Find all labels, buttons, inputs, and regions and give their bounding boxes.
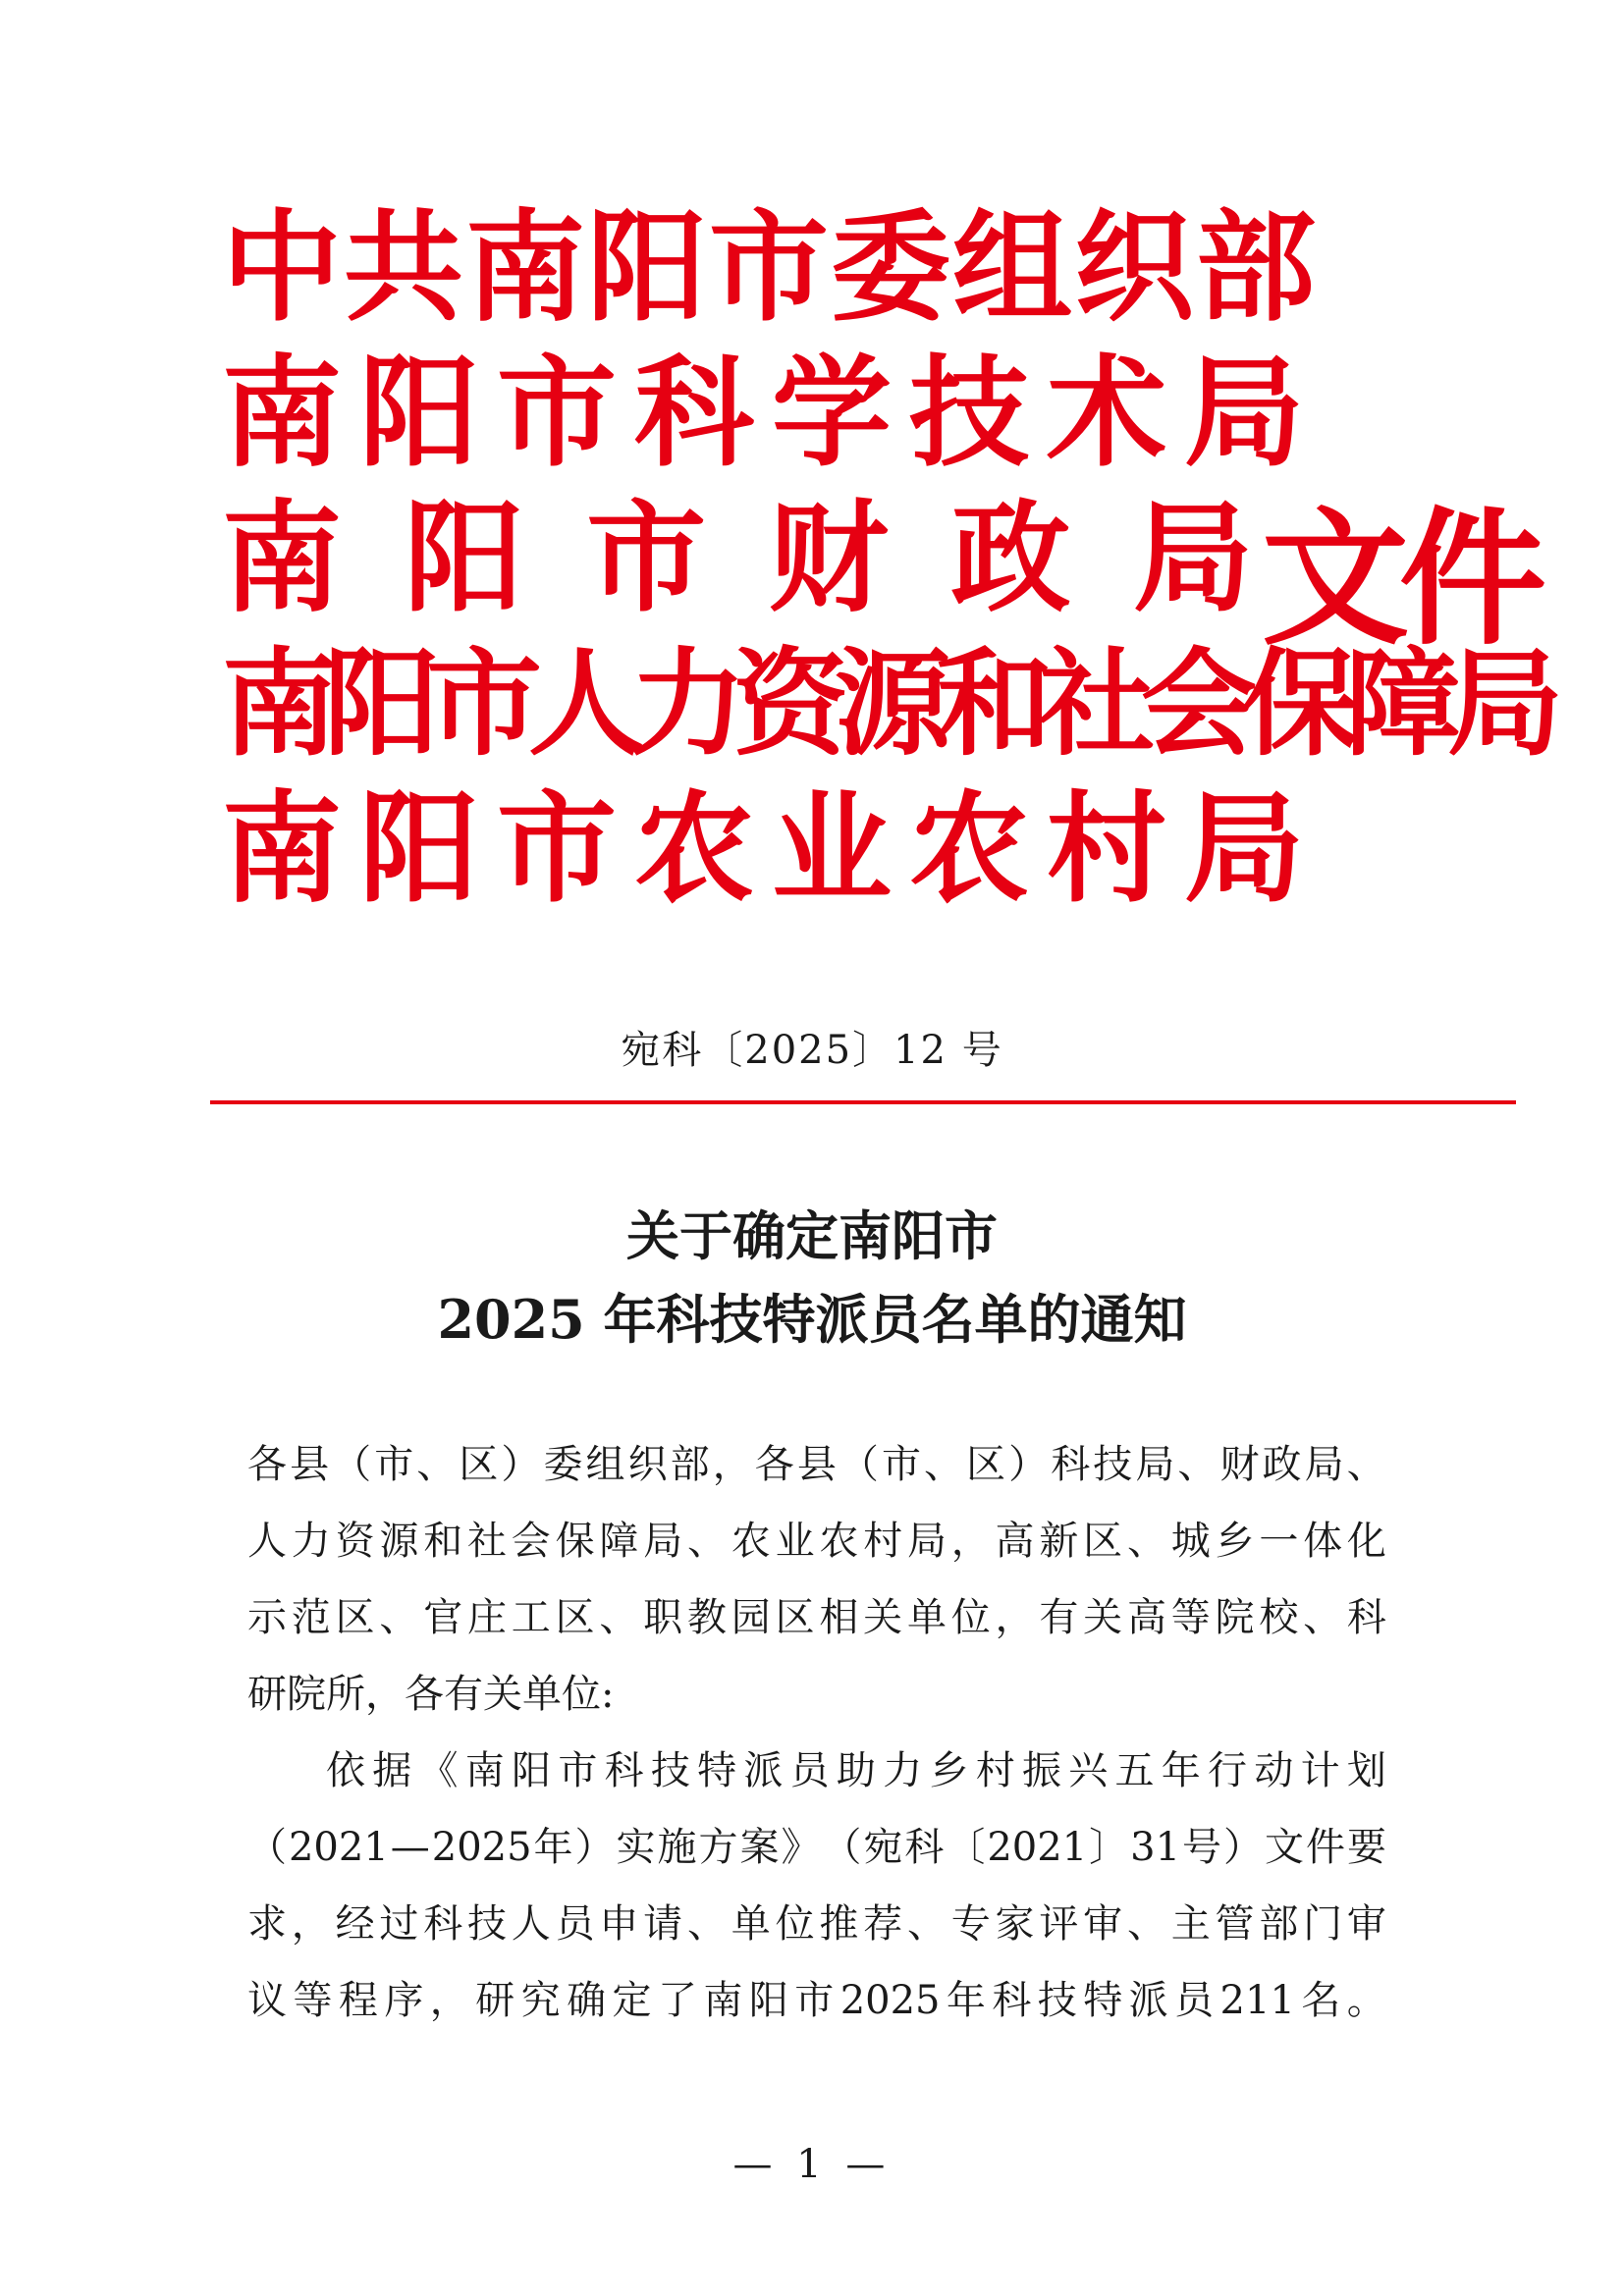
- body-glyph: 力: [291, 1519, 331, 1564]
- body-glyph: 、: [379, 1595, 419, 1640]
- body-glyph: ）: [1223, 1825, 1263, 1870]
- body-glyph: 局: [906, 1519, 947, 1564]
- issuer-line-1: 中共南阳市委组织部: [222, 196, 1318, 338]
- body-glyph: 高: [1126, 1595, 1166, 1640]
- body-glyph: 经: [335, 1901, 375, 1947]
- body-line: [247, 1503, 1386, 1579]
- body-glyph: 技: [1037, 1978, 1077, 2023]
- issuer-line-5: 南阳市农业农村局: [222, 777, 1322, 919]
- body-glyph: 校: [1259, 1595, 1299, 1640]
- body-glyph: 相: [819, 1595, 859, 1640]
- body-glyph: 员: [555, 1901, 595, 1947]
- body-line: [247, 1886, 1386, 1962]
- body-glyph: 源: [379, 1519, 419, 1564]
- body-glyph: 、: [1126, 1519, 1166, 1564]
- body-glyph: —: [390, 1825, 430, 1870]
- body-glyph: 区: [555, 1595, 595, 1640]
- red-separator-line: [210, 1100, 1516, 1104]
- body-glyph: 织: [627, 1442, 668, 1487]
- body-glyph: 农: [819, 1519, 859, 1564]
- body-glyph: 号: [1182, 1825, 1222, 1870]
- body-glyph: 保: [555, 1519, 595, 1564]
- body-glyph: 特: [697, 1748, 737, 1793]
- body-glyph: 区: [459, 1442, 499, 1487]
- body-glyph: （: [332, 1442, 372, 1487]
- body-glyph: 兴: [1068, 1748, 1109, 1793]
- body-glyph: 2021: [288, 1825, 389, 1870]
- body-glyph: 行: [1208, 1748, 1248, 1793]
- body-line: [247, 1426, 1386, 1503]
- body-glyph: 振: [1021, 1748, 1061, 1793]
- body-glyph: 年: [1161, 1748, 1201, 1793]
- body-glyph: 财: [1219, 1442, 1260, 1487]
- page-number: — 1 —: [732, 2142, 892, 2187]
- body-glyph: 各: [247, 1442, 287, 1487]
- body-glyph: 等: [293, 1978, 333, 2023]
- body-glyph: 请: [643, 1901, 683, 1947]
- body-glyph: 据: [372, 1748, 412, 1793]
- body-glyph: 政: [1262, 1442, 1302, 1487]
- body-glyph: 年: [946, 1978, 986, 2023]
- body-glyph: 农: [731, 1519, 771, 1564]
- body-glyph: 工: [511, 1595, 551, 1640]
- body-line: [247, 1809, 1386, 1886]
- body-glyph: 、: [1177, 1442, 1218, 1487]
- body-glyph: 专: [950, 1901, 991, 1947]
- body-glyph: 家: [995, 1901, 1035, 1947]
- body-glyph: 科: [1051, 1442, 1091, 1487]
- body-glyph: 派: [743, 1748, 784, 1793]
- doc-type-label: 文件: [1262, 493, 1538, 666]
- body-glyph: 人: [247, 1519, 287, 1564]
- body-glyph: 划: [1346, 1748, 1386, 1793]
- body-glyph: 、: [1126, 1901, 1166, 1947]
- body-glyph: 依: [326, 1748, 365, 1793]
- body-glyph: 关: [1083, 1595, 1123, 1640]
- body-glyph: 技: [1093, 1442, 1133, 1487]
- body-glyph: 了: [657, 1978, 697, 2023]
- body-glyph: 31: [1130, 1825, 1181, 1870]
- body-glyph: 派: [1128, 1978, 1168, 2023]
- body-glyph: 动: [1254, 1748, 1294, 1793]
- body-glyph: 、: [599, 1595, 639, 1640]
- body-glyph: 科: [992, 1978, 1032, 2023]
- body-glyph: ）: [501, 1442, 541, 1487]
- body-glyph: 科: [423, 1901, 463, 1947]
- body-glyph: 〕: [1089, 1825, 1129, 1870]
- title-line-2: 2025 年科技特派员名单的通知: [437, 1288, 1187, 1351]
- body-glyph: 资: [335, 1519, 375, 1564]
- body-glyph: 求: [247, 1901, 287, 1947]
- body-glyph: 和: [423, 1519, 463, 1564]
- issuer-line-3: [222, 487, 1253, 628]
- body-glyph: 五: [1114, 1748, 1155, 1793]
- body-glyph: 关: [863, 1595, 903, 1640]
- body-glyph: 区: [1083, 1519, 1123, 1564]
- body-glyph: 村: [863, 1519, 903, 1564]
- body-glyph: 部: [1259, 1901, 1299, 1947]
- body-glyph: 、: [1346, 1442, 1386, 1487]
- body-glyph: 审: [1083, 1901, 1123, 1947]
- body-glyph: 、: [924, 1442, 963, 1487]
- body-glyph: 施: [657, 1825, 697, 1870]
- body-glyph: 等: [1170, 1595, 1211, 1640]
- body-glyph: 员: [789, 1748, 830, 1793]
- body-glyph: 名: [1301, 1978, 1341, 2023]
- body-glyph: 范: [291, 1595, 331, 1640]
- body-line: [247, 1579, 1386, 1656]
- body-glyph: 园: [731, 1595, 771, 1640]
- body-glyph: 荐: [863, 1901, 903, 1947]
- body-glyph: ，: [429, 1978, 469, 2023]
- body-line: [247, 1962, 1386, 2039]
- body-glyph: 科: [604, 1748, 644, 1793]
- body-glyph: 议: [247, 1978, 287, 2023]
- body-glyph: 序: [384, 1978, 424, 2023]
- body-glyph: 推: [819, 1901, 859, 1947]
- body-glyph: 年: [533, 1825, 573, 1870]
- body-glyph: 单: [906, 1595, 947, 1640]
- body-glyph: 宛: [863, 1825, 903, 1870]
- issuer-line-2: 南阳市科学技术局: [222, 342, 1322, 483]
- body-glyph: 技: [650, 1748, 690, 1793]
- body-glyph: 部: [670, 1442, 710, 1487]
- body-glyph: 县: [796, 1442, 837, 1487]
- body-line: 研院所，各有关单位:: [247, 1672, 615, 1717]
- body-glyph: 、: [416, 1442, 457, 1487]
- issuer-char: 市: [586, 487, 707, 628]
- body-glyph: 要: [1346, 1825, 1386, 1870]
- body-glyph: 社: [466, 1519, 507, 1564]
- body-glyph: 研: [475, 1978, 515, 2023]
- body-glyph: 管: [1215, 1901, 1255, 1947]
- body-glyph: 实: [616, 1825, 656, 1870]
- body-glyph: 力: [883, 1748, 923, 1793]
- body-glyph: 会: [511, 1519, 551, 1564]
- body-glyph: 211: [1219, 1978, 1295, 2023]
- body-glyph: 城: [1170, 1519, 1211, 1564]
- body-glyph: 障: [599, 1519, 639, 1564]
- body-glyph: 职: [643, 1595, 683, 1640]
- body-glyph: 村: [975, 1748, 1015, 1793]
- body-glyph: 《: [418, 1748, 459, 1793]
- body-glyph: 位: [950, 1595, 991, 1640]
- body-glyph: 科: [904, 1825, 945, 1870]
- body-glyph: 究: [520, 1978, 561, 2023]
- body-glyph: 各: [754, 1442, 794, 1487]
- body-glyph: 件: [1305, 1825, 1345, 1870]
- body-glyph: 局: [1304, 1442, 1344, 1487]
- body-glyph: 文: [1264, 1825, 1304, 1870]
- body-glyph: 评: [1039, 1901, 1079, 1947]
- body-glyph: 门: [1303, 1901, 1343, 1947]
- body-glyph: ）: [574, 1825, 615, 1870]
- issuer-char: 局: [1132, 487, 1253, 628]
- body-glyph: 业: [775, 1519, 815, 1564]
- body-glyph: 案: [739, 1825, 780, 1870]
- body-glyph: ）: [1008, 1442, 1049, 1487]
- body-glyph: 科: [1346, 1595, 1386, 1640]
- body-glyph: 市: [881, 1442, 921, 1487]
- issuer-line-4: 南阳市人力资源和社会保障局: [222, 635, 1550, 772]
- body-glyph: 、: [686, 1519, 727, 1564]
- body-glyph: 区: [775, 1595, 815, 1640]
- body-glyph: 阳: [748, 1978, 788, 2023]
- body-glyph: 乡: [929, 1748, 969, 1793]
- document-number: 宛科〔2025〕12 号: [621, 1028, 1003, 1073]
- body-glyph: 定: [612, 1978, 652, 2023]
- body-glyph: 化: [1346, 1519, 1386, 1564]
- body-glyph: 市: [374, 1442, 414, 1487]
- body-glyph: （: [247, 1825, 287, 1870]
- body-glyph: 。: [1346, 1978, 1386, 2023]
- body-glyph: 过: [379, 1901, 419, 1947]
- body-glyph: 局: [1135, 1442, 1175, 1487]
- title-line-1: 关于确定南阳市: [626, 1204, 998, 1267]
- body-glyph: 单: [731, 1901, 771, 1947]
- body-glyph: ，: [291, 1901, 331, 1947]
- body-glyph: 体: [1303, 1519, 1343, 1564]
- body-glyph: 助: [836, 1748, 876, 1793]
- body-glyph: （: [839, 1442, 879, 1487]
- body-glyph: 县: [290, 1442, 330, 1487]
- body-glyph: 主: [1170, 1901, 1211, 1947]
- body-glyph: 有: [1039, 1595, 1079, 1640]
- body-glyph: 院: [1215, 1595, 1255, 1640]
- body-glyph: 组: [585, 1442, 625, 1487]
- body-glyph: 、: [686, 1901, 727, 1947]
- body-glyph: 申: [599, 1901, 639, 1947]
- body-glyph: 委: [543, 1442, 583, 1487]
- body-glyph: 技: [466, 1901, 507, 1947]
- body-glyph: 庄: [466, 1595, 507, 1640]
- body-glyph: 一: [1259, 1519, 1299, 1564]
- body-line: [326, 1733, 1386, 1809]
- body-glyph: 高: [995, 1519, 1035, 1564]
- body-glyph: 计: [1300, 1748, 1340, 1793]
- body-glyph: 南: [703, 1978, 743, 2023]
- body-glyph: ，: [995, 1595, 1035, 1640]
- body-glyph: 员: [1174, 1978, 1215, 2023]
- body-glyph: 乡: [1215, 1519, 1255, 1564]
- body-glyph: 位: [775, 1901, 815, 1947]
- body-glyph: 南: [464, 1748, 505, 1793]
- body-glyph: 局: [643, 1519, 683, 1564]
- body-glyph: ，: [712, 1442, 752, 1487]
- body-glyph: 、: [906, 1901, 947, 1947]
- body-glyph: 市: [794, 1978, 835, 2023]
- body-glyph: 示: [247, 1595, 287, 1640]
- body-glyph: 〔: [946, 1825, 986, 1870]
- body-glyph: ，: [950, 1519, 991, 1564]
- body-glyph: 区: [966, 1442, 1006, 1487]
- body-glyph: 2025: [431, 1825, 532, 1870]
- body-glyph: 特: [1083, 1978, 1123, 2023]
- body-glyph: 市: [558, 1748, 598, 1793]
- issuer-char: 阳: [404, 487, 524, 628]
- body-glyph: 新: [1039, 1519, 1079, 1564]
- body-glyph: 审: [1346, 1901, 1386, 1947]
- body-glyph: 2021: [987, 1825, 1088, 1870]
- issuer-char: 政: [950, 487, 1071, 628]
- body-glyph: 》: [781, 1825, 821, 1870]
- body-glyph: 方: [698, 1825, 738, 1870]
- body-glyph: 教: [686, 1595, 727, 1640]
- body-glyph: 人: [511, 1901, 551, 1947]
- body-glyph: 程: [338, 1978, 378, 2023]
- body-glyph: 确: [567, 1978, 607, 2023]
- body-glyph: 区: [335, 1595, 375, 1640]
- issuer-char: 财: [768, 487, 889, 628]
- body-glyph: 2025: [839, 1978, 941, 2023]
- issuer-char: 南: [222, 487, 342, 628]
- body-glyph: 阳: [512, 1748, 552, 1793]
- body-glyph: （: [822, 1825, 862, 1870]
- body-glyph: 、: [1303, 1595, 1343, 1640]
- body-glyph: 官: [423, 1595, 463, 1640]
